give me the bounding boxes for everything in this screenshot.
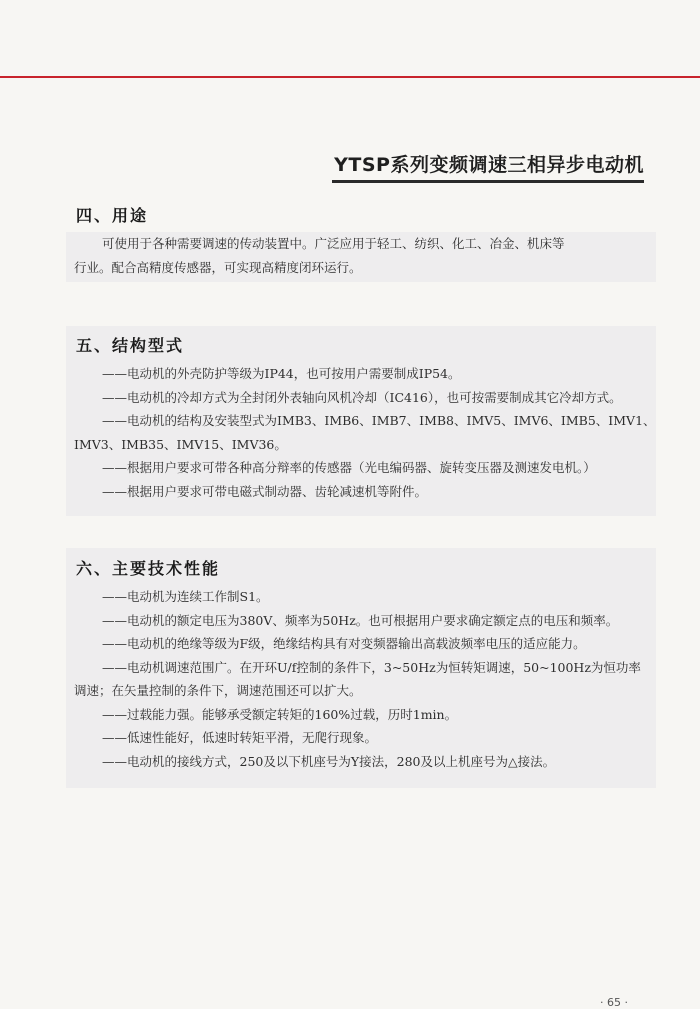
- text-line: ——电动机的外壳防护等级为IP44，也可按用户需要制成IP54。: [102, 366, 461, 381]
- text-line: 可使用于各种需要调速的传动装置中。广泛应用于轻工、纺织、化工、冶金、机床等: [102, 236, 565, 251]
- header-title: YTSP系列变频调速三相异步电动机: [334, 154, 644, 176]
- text-line: ——电动机的冷却方式为全封闭外表轴向风机冷却（IC416），也可按需要制成其它冷却方式。: [102, 389, 622, 405]
- top-red-rule: [0, 76, 700, 78]
- section-heading: 五、结构型式: [76, 336, 185, 355]
- text-line: ——低速性能好，低速时转矩平滑，无爬行现象。: [102, 730, 378, 745]
- text-line: ——电动机的结构及安装型式为IMB3、IMB6、IMB7、IMB8、IMV5、IMV6、IMB5、IMV1、: [102, 413, 656, 428]
- text-line: ——电动机为连续工作制S1。: [102, 589, 269, 604]
- text-line: ——电动机的接线方式，250及以下机座号为Y接法，280及以上机座号为△接法。: [102, 753, 556, 769]
- page-number: · 65 ·: [600, 996, 628, 1009]
- page-header: [334, 150, 644, 177]
- text-line: 行业。配合高精度传感器，可实现高精度闭环运行。: [74, 259, 362, 275]
- text-line: IMV3、IMB35、IMV15、IMV36。: [74, 436, 287, 452]
- text-line: ——过载能力强。能够承受额定转矩的160%过载，历时1min。: [102, 706, 458, 722]
- section-heading: 六、主要技术性能: [76, 559, 221, 578]
- text-line: ——电动机调速范围广。在开环U/f控制的条件下，3~50Hz为恒转矩调速，50~100Hz为恒功率: [102, 659, 641, 675]
- text-line: 调速；在矢量控制的条件下，调速范围还可以扩大。: [74, 683, 362, 698]
- section-heading: 四、用途: [76, 206, 149, 225]
- text-line: ——电动机的额定电压为380V、频率为50Hz。也可根据用户要求确定额定点的电压和频率。: [102, 612, 619, 628]
- text-line: ——根据用户要求可带电磁式制动器、齿轮减速机等附件。: [102, 483, 428, 499]
- section-technical-performance: [66, 556, 656, 773]
- section-usage: [66, 203, 656, 279]
- header-underline: [332, 180, 644, 183]
- text-line: ——电动机的绝缘等级为F级，绝缘结构具有对变频器输出高载波频率电压的适应能力。: [102, 636, 586, 651]
- text-line: ——根据用户要求可带各种高分辩率的传感器（光电编码器、旋转变压器及测速发电机。）: [102, 460, 596, 475]
- section-structure: [66, 333, 656, 503]
